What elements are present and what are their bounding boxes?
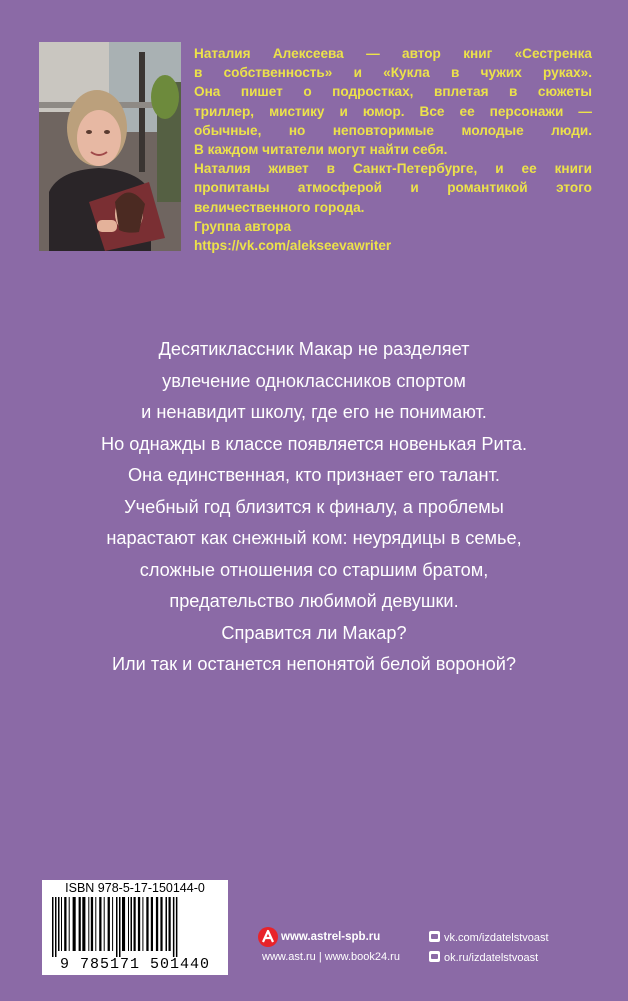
social-ok-link[interactable] (429, 951, 538, 964)
social-vk-text: vk.com/izdatelstvoast (444, 932, 549, 944)
barcode-bar (173, 897, 175, 957)
blurb-line: Но однажды в классе появляется новенькая Рита. (100, 433, 527, 454)
barcode-bar (142, 897, 143, 951)
author-bio-line: Наталия Алексеева — автор книг «Сестренка (194, 46, 592, 61)
publisher-sites-secondary[interactable]: www.ast.ru | www.book24.ru (262, 951, 400, 963)
book-blurb (30, 334, 598, 681)
author-bio-line: триллер, мистику и юмор. Все ее персонажи — (194, 103, 592, 119)
barcode-bar (52, 897, 54, 957)
barcode-bar (146, 897, 148, 951)
barcode-bar (64, 897, 66, 951)
blurb-line: Она единственная, кто признает его талант. (128, 465, 500, 485)
barcode-bar (122, 897, 125, 951)
barcode-bar (176, 897, 178, 957)
barcode-digits: 9 785171 501440 (59, 956, 211, 973)
barcode-bar (134, 897, 136, 951)
barcode-bar (128, 897, 129, 951)
publisher-site-link[interactable]: www.astrel-spb.ru (281, 931, 381, 943)
barcode-bar (166, 897, 168, 951)
author-bio (194, 44, 592, 255)
barcode-bar (73, 897, 76, 951)
barcode-bar (108, 897, 110, 951)
barcode-bar (104, 897, 105, 951)
blurb-line: Или так и останется непонятой белой вороной? (111, 654, 517, 674)
isbn-barcode-box (42, 880, 228, 975)
barcode-bar (88, 897, 89, 951)
publisher-a-logo-icon (258, 927, 278, 947)
barcode-bar (61, 897, 62, 951)
barcode-bar (112, 897, 113, 951)
barcode-bar (160, 897, 162, 951)
author-bio-line: в собственность» и «Кукла в чужих руках». (194, 65, 592, 81)
barcode-bar (156, 897, 158, 951)
blurb-line: и ненавидит школу, где его не понимают. (141, 402, 487, 422)
author-group-label: Группа автора (194, 218, 292, 234)
social-ok-text: ok.ru/izdatelstvoast (444, 952, 539, 964)
author-bio-line: величественного города. (194, 199, 365, 215)
blurb-line: сложные отношения со старшим братом, (139, 559, 489, 580)
barcode-graphic (50, 897, 220, 957)
barcode-bar (116, 897, 118, 957)
barcode-bar (79, 897, 81, 951)
vk-icon (429, 931, 440, 942)
barcode-bar (91, 897, 93, 951)
barcode-bar (82, 897, 85, 951)
barcode-bar (58, 897, 60, 951)
barcode-bar (151, 897, 153, 951)
author-bio-line: В каждом читатели могут найти себя. (194, 142, 448, 158)
blurb-line: Десятиклассник Макар не разделяет (158, 339, 470, 359)
blurb-line: предательство любимой девушки. (169, 591, 459, 611)
social-vk-link[interactable] (429, 931, 549, 944)
blurb-line: Справится ли Макар? (221, 622, 407, 643)
blurb-line: нарастают как снежный ком: неурядицы в семье, (106, 528, 522, 548)
barcode-bar (131, 897, 133, 951)
author-photo-with-book (39, 42, 181, 251)
barcode-bar (55, 897, 57, 957)
author-bio-line: Наталия живет в Санкт-Петербурге, и ее книги (194, 161, 592, 177)
author-bio-line: Она пишет о подростках, вплетая в сюжеты (194, 84, 592, 100)
blurb-line: Учебный год близится к финалу, а проблемы (124, 496, 504, 517)
author-bio-line: обычные, но неповторимые молодые люди. (194, 122, 592, 138)
ok-icon (429, 951, 440, 962)
barcode-bar (69, 897, 70, 951)
author-bio-line: пропитаны атмосферой и романтикой этого (194, 180, 592, 196)
blurb-line: увлечение одноклассников спортом (162, 370, 466, 391)
author-group-link[interactable]: https://vk.com/alekseevawriter (194, 238, 392, 254)
isbn-label: ISBN 978-5-17-150144-0 (65, 881, 205, 895)
barcode-bar (95, 897, 96, 951)
barcode-bar (99, 897, 101, 951)
barcode-bar (119, 897, 121, 957)
barcode-bar (169, 897, 171, 951)
author-photo (39, 42, 181, 251)
barcode-bar (138, 897, 140, 951)
